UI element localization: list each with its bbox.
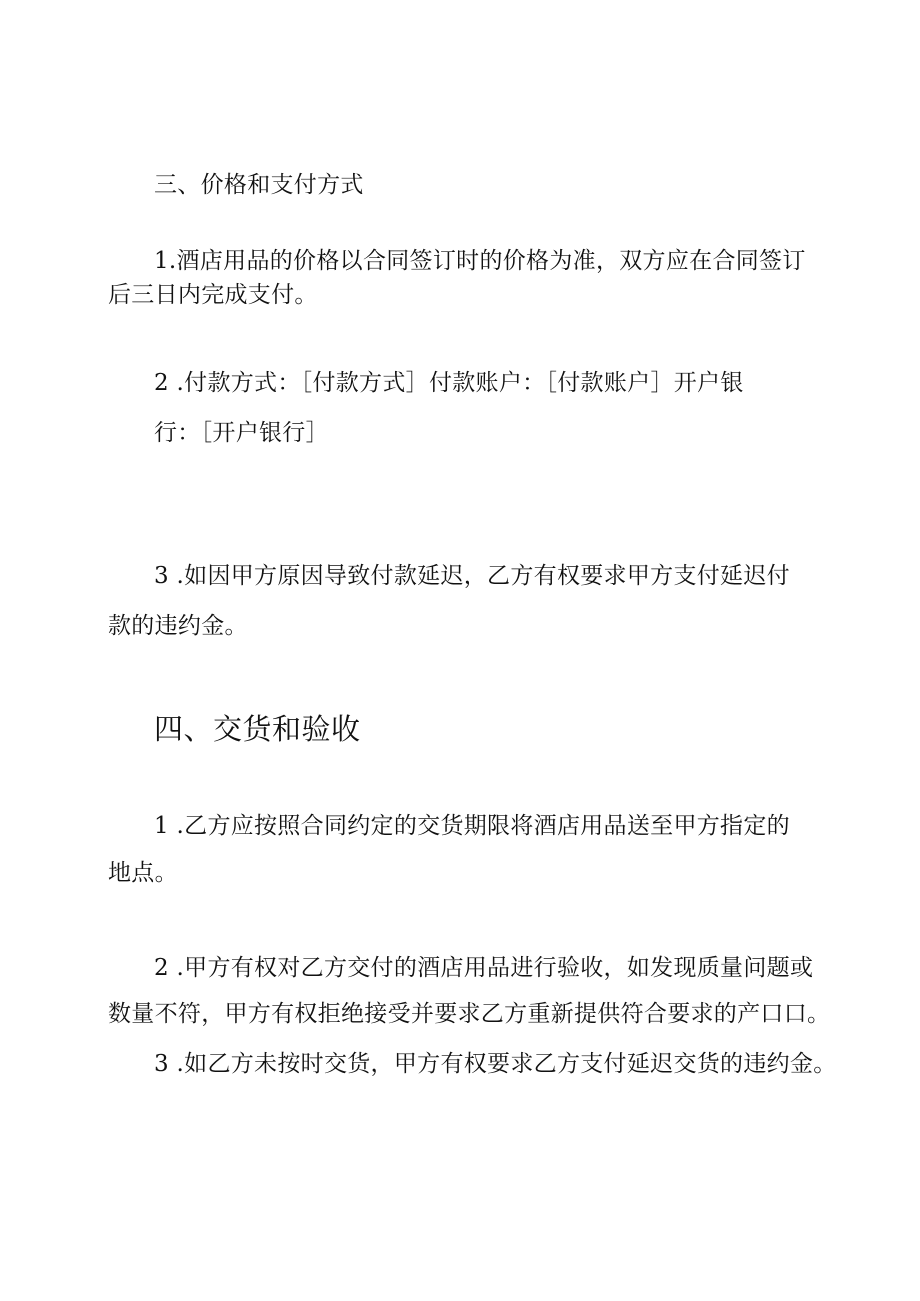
section-3-item-2-line-2: 行：［开户银行］ xyxy=(154,420,329,446)
section-4-item-1-line-2: 地点。 xyxy=(108,860,178,886)
section-3-item-1-line-2: 后三日内完成支付。 xyxy=(108,282,318,308)
section-4-item-1-line-1: 1 .乙方应按照合同约定的交货期限将酒店用品送至甲方指定的 xyxy=(154,813,790,839)
section-4-item-3-line-1: 3 .如乙方未按时交货，甲方有权要求乙方支付延迟交货的违约金。 xyxy=(154,1051,837,1077)
section-3-item-3-line-2: 款的违约金。 xyxy=(108,613,248,639)
section-3-item-3-line-1: 3 .如因甲方原因导致付款延迟，乙方有权要求甲方支付延迟付 xyxy=(154,563,790,589)
section-4-item-2-line-2: 数量不符，甲方有权拒绝接受并要求乙方重新提供符合要求的产口口。 xyxy=(108,1001,831,1027)
section-3-item-2-line-1: 2 .付款方式：［付款方式］付款账户：［付款账户］开户银 xyxy=(154,370,744,396)
section-3-heading: 三、价格和支付方式 xyxy=(154,172,364,198)
section-4-item-2-line-1: 2 .甲方有权对乙方交付的酒店用品进行验收，如发现质量问题或 xyxy=(154,955,814,981)
section-3-item-1-line-1: 1.酒店用品的价格以合同签订时的价格为准，双方应在合同签订 xyxy=(154,248,806,274)
section-4-heading: 四、交货和验收 xyxy=(154,712,361,746)
